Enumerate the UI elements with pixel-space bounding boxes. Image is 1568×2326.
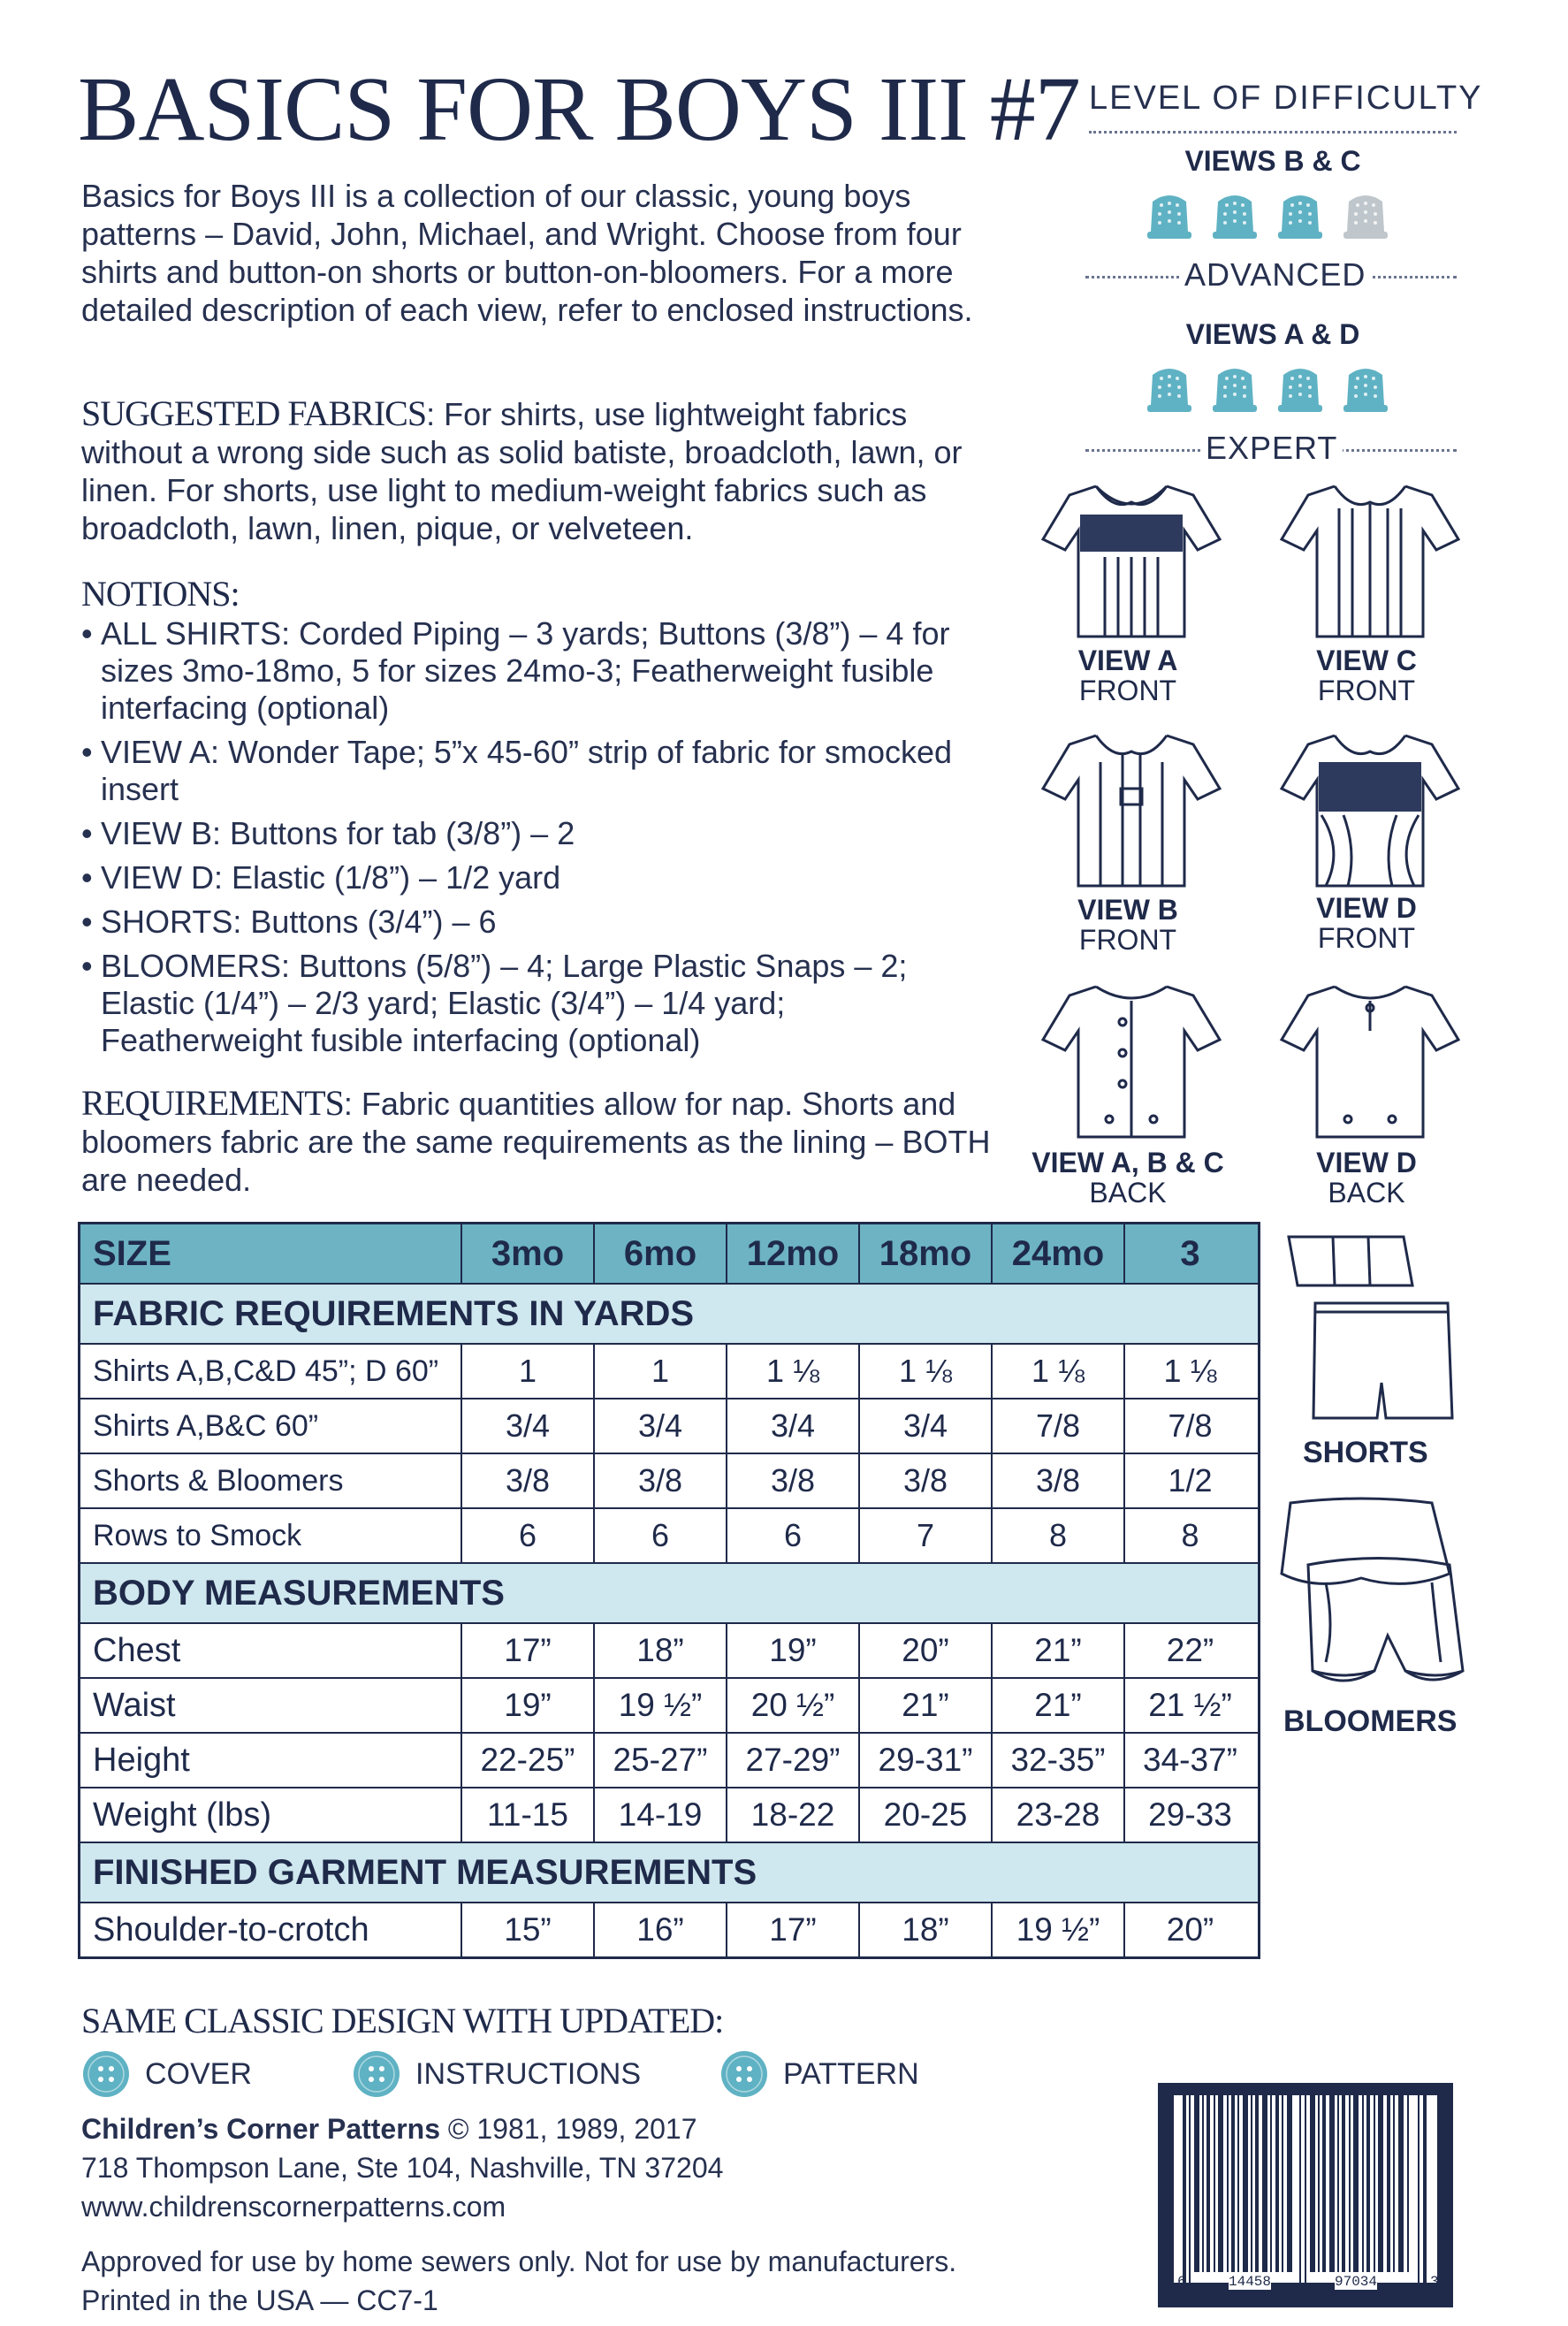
thimble-icon (1142, 187, 1197, 242)
suggested-fabrics-heading: SUGGESTED FABRICS (81, 393, 427, 433)
table-cell: 17” (727, 1903, 860, 1956)
table-cell: 1 ⅛ (727, 1345, 860, 1398)
size-header: SIZE (80, 1224, 462, 1283)
copyright: © 1981, 1989, 2017 (440, 2113, 697, 2145)
table-cell: 3/8 (462, 1454, 595, 1507)
intro-paragraph: Basics for Boys III is a collection of our classic, young boys patterns – David, John, Michael, and Wright. Choose from four shirts and button-on shorts or button-on-bloomers. For a more detailed description of each view, refer to enclosed instructions. (81, 178, 973, 328)
table-cell: 1/2 (1168, 1462, 1213, 1499)
table-cell: 19” (462, 1679, 595, 1732)
difficulty-level-label: EXPERT (1200, 430, 1343, 467)
company-info (81, 2109, 723, 2226)
view-side: FRONT (1078, 675, 1177, 706)
updated-item: PATTERN (783, 2056, 919, 2091)
table-cell: 20” (860, 1624, 993, 1677)
shorts-label: SHORTS (1303, 1436, 1428, 1469)
size-column-header: 12mo (727, 1224, 860, 1283)
divider (1089, 131, 1457, 133)
company-address: 718 Thompson Lane, Ste 104, Nashville, TN 37204 (81, 2152, 724, 2184)
view-name: VIEW C (1316, 644, 1417, 676)
updated-heading: SAME CLASSIC DESIGN WITH UPDATED: (81, 2001, 724, 2040)
table-row (80, 1787, 1258, 1842)
table-cell: 32-35” (993, 1734, 1125, 1787)
page-title: BASICS FOR BOYS III #7 (78, 58, 1080, 160)
table-cell: 19” (727, 1624, 860, 1677)
table-cell: 3/8 (993, 1454, 1125, 1507)
table-cell: 6 (727, 1509, 860, 1562)
view-caption (1269, 645, 1464, 705)
thimble-icon (1207, 187, 1262, 242)
table-cell: 21” (993, 1624, 1125, 1677)
row-label: Shirts A,B,C&D 45”; D 60” (80, 1345, 462, 1398)
table-section-row (80, 1562, 1258, 1622)
shirt-view-b-front-illustration (1034, 718, 1229, 895)
view-side: BACK (1089, 1177, 1167, 1209)
table-cell: 23-28 (993, 1788, 1125, 1842)
suggested-fabrics-paragraph (81, 394, 992, 547)
shirt-view-c-front-illustration (1273, 469, 1467, 645)
table-cell: 21” (993, 1679, 1125, 1732)
table-cell: 3/4 (727, 1399, 860, 1453)
table-row (80, 1343, 1258, 1398)
table-cell: 1 (462, 1345, 595, 1398)
notions-item: • VIEW D: Elastic (1/8”) – 1/2 yard (81, 859, 983, 896)
barcode (1158, 2083, 1453, 2307)
table-cell: 19 ½” (993, 1903, 1125, 1956)
table-cell: 8 (993, 1509, 1125, 1562)
view-side: FRONT (1078, 924, 1177, 956)
table-row (80, 1453, 1258, 1507)
table-cell: 34-37” (1143, 1742, 1237, 1778)
row-label: Chest (80, 1624, 462, 1677)
difficulty-heading: LEVEL OF DIFFICULTY (1089, 80, 1483, 117)
table-cell: 19 ½” (595, 1679, 727, 1732)
table-cell: 18” (860, 1903, 993, 1956)
row-label: Rows to Smock (80, 1509, 462, 1562)
view-side: FRONT (1317, 675, 1416, 706)
table-cell: 15” (462, 1903, 595, 1956)
section-title: FABRIC REQUIREMENTS IN YARDS (93, 1293, 695, 1333)
barcode-digit: 6 (1177, 2274, 1186, 2290)
section-title: BODY MEASUREMENTS (93, 1573, 505, 1613)
thimble-icon (1273, 361, 1328, 416)
requirements-heading: REQUIREMENTS (81, 1083, 344, 1123)
row-label: Shirts A,B&C 60” (80, 1399, 462, 1453)
table-cell: 3/8 (860, 1454, 993, 1507)
barcode-digit: 3 (1430, 2274, 1439, 2290)
table-header-row (80, 1224, 1258, 1283)
table-cell: 20” (1166, 1911, 1214, 1948)
shirt-back-d-illustration (1273, 969, 1467, 1146)
size-column-header: 24mo (993, 1224, 1125, 1283)
table-cell: 3/8 (595, 1454, 727, 1507)
row-label: Weight (lbs) (80, 1788, 462, 1842)
updated-list (81, 2049, 919, 2099)
shirt-view-a-front-illustration (1034, 469, 1229, 645)
bloomers-illustration (1273, 1494, 1467, 1697)
table-cell: 21” (860, 1679, 993, 1732)
view-caption (1031, 645, 1225, 705)
difficulty-views-label: VIEWS B & C (1184, 145, 1361, 177)
table-cell: 1 (595, 1345, 727, 1398)
table-row (80, 1507, 1258, 1562)
table-cell: 8 (1181, 1517, 1199, 1553)
notions-heading: NOTIONS: (81, 574, 240, 614)
table-cell: 3/4 (595, 1399, 727, 1453)
notions-item: • VIEW A: Wonder Tape; 5”x 45-60” strip of fabric for smocked insert (81, 734, 983, 808)
view-caption (1031, 1148, 1225, 1208)
barcode-digit: 14458 (1229, 2274, 1272, 2290)
thimble-icon (1142, 361, 1197, 416)
row-label: Shorts & Bloomers (80, 1454, 462, 1507)
table-cell: 7/8 (1168, 1407, 1213, 1444)
section-title: FINISHED GARMENT MEASUREMENTS (93, 1852, 757, 1892)
table-cell: 29-31” (860, 1734, 993, 1787)
table-cell: 16” (595, 1903, 727, 1956)
table-cell: 3/8 (727, 1454, 860, 1507)
size-column-header: 3mo (462, 1224, 595, 1283)
table-cell: 20-25 (860, 1788, 993, 1842)
table-cell: 21 ½” (1148, 1687, 1232, 1723)
bloomers-label: BLOOMERS (1283, 1704, 1458, 1738)
view-caption (1269, 1148, 1464, 1208)
company-website[interactable]: www.childrenscornerpatterns.com (81, 2191, 506, 2223)
table-cell: 27-29” (727, 1734, 860, 1787)
view-name: VIEW A (1077, 644, 1178, 676)
button-icon (352, 2049, 401, 2099)
barcode-graphic (1158, 2083, 1453, 2307)
button-icon (81, 2049, 131, 2099)
legal-info (81, 2242, 956, 2320)
approved-note: Approved for use by home sewers only. Not for use by manufacturers. (81, 2246, 957, 2277)
view-name: VIEW B (1077, 894, 1178, 926)
thimble-icon (1207, 361, 1262, 416)
notions-item: • VIEW B: Buttons for tab (3/8”) – 2 (81, 815, 983, 852)
updated-item: INSTRUCTIONS (415, 2056, 641, 2091)
printed-note: Printed in the USA — CC7-1 (81, 2284, 438, 2316)
table-cell: 1 ⅛ (1163, 1353, 1217, 1389)
table-cell: 1 ⅛ (860, 1345, 993, 1398)
table-row (80, 1732, 1258, 1787)
suggested-fabrics-text: : For shirts, use lightweight fabrics without a wrong side such as solid batiste, broadcloth, lawn, or linen. For shorts, use light to medium-weight fabrics such as broadcloth, lawn, linen, pique, or velveteen. (81, 396, 963, 546)
thimble-empty-icon (1338, 187, 1393, 242)
table-cell: 17” (462, 1624, 595, 1677)
row-label: Waist (80, 1679, 462, 1732)
thimble-icon (1338, 361, 1393, 416)
table-row (80, 1677, 1258, 1732)
requirements-table (78, 1222, 1260, 1959)
difficulty-level-label: ADVANCED (1179, 256, 1371, 294)
view-side: FRONT (1317, 922, 1416, 954)
view-side: BACK (1328, 1177, 1405, 1209)
table-row (80, 1622, 1258, 1677)
view-caption (1269, 893, 1464, 953)
table-section-row (80, 1283, 1258, 1343)
view-name: VIEW D (1316, 892, 1417, 924)
notions-item: • ALL SHIRTS: Corded Piping – 3 yards; Buttons (3/8”) – 4 for sizes 3mo-18mo, 5 for sizes 24mo-3; Featherweight fusible interfacing (optional) (81, 615, 983, 727)
table-cell: 18” (595, 1624, 727, 1677)
table-section-row (80, 1842, 1258, 1902)
table-cell: 3/4 (462, 1399, 595, 1453)
table-cell: 11-15 (462, 1788, 595, 1842)
size-column-header: 18mo (860, 1224, 993, 1283)
thimble-icon (1273, 187, 1328, 242)
row-label: Height (80, 1734, 462, 1787)
table-row (80, 1398, 1258, 1453)
table-cell: 6 (595, 1509, 727, 1562)
company-name: Children’s Corner Patterns (81, 2113, 441, 2145)
view-caption (1031, 895, 1225, 955)
notions-item: • BLOOMERS: Buttons (5/8”) – 4; Large Plastic Snaps – 2; Elastic (1/4”) – 2/3 yard; Elastic (3/4”) – 1/4 yard; Featherweight fusible interfacing (optional) (81, 948, 983, 1059)
table-cell: 7 (860, 1509, 993, 1562)
size-column-header: 6mo (595, 1224, 727, 1283)
table-row (80, 1902, 1258, 1956)
shorts-illustration (1280, 1232, 1457, 1436)
requirements-paragraph (81, 1084, 992, 1199)
button-icon (719, 2049, 769, 2099)
table-cell: 20 ½” (727, 1679, 860, 1732)
thimble-rating (1142, 187, 1393, 242)
table-cell: 18-22 (727, 1788, 860, 1842)
thimble-rating (1142, 361, 1393, 416)
view-name: VIEW D (1316, 1147, 1417, 1178)
requirements-text: : Fabric quantities allow for nap. Shorts and bloomers fabric are the same requirements as the lining – BOTH are needed. (81, 1086, 991, 1198)
updated-item: COVER (145, 2056, 252, 2091)
shirt-view-d-front-illustration (1273, 718, 1467, 895)
table-cell: 29-33 (1148, 1796, 1232, 1833)
table-cell: 6 (462, 1509, 595, 1562)
shirt-back-abc-illustration (1034, 969, 1229, 1146)
table-cell: 7/8 (993, 1399, 1125, 1453)
notions-list (81, 615, 983, 1066)
table-cell: 14-19 (595, 1788, 727, 1842)
view-name: VIEW A, B & C (1031, 1147, 1224, 1178)
notions-item: • SHORTS: Buttons (3/4”) – 6 (81, 904, 983, 941)
table-cell: 3/4 (860, 1399, 993, 1453)
barcode-digit: 97034 (1335, 2274, 1378, 2290)
table-cell: 1 ⅛ (993, 1345, 1125, 1398)
size-column-header: 3 (1180, 1233, 1200, 1273)
table-cell: 22-25” (462, 1734, 595, 1787)
table-cell: 25-27” (595, 1734, 727, 1787)
table-cell: 22” (1166, 1632, 1214, 1668)
row-label: Shoulder-to-crotch (80, 1903, 462, 1956)
difficulty-views-label: VIEWS A & D (1185, 318, 1360, 350)
